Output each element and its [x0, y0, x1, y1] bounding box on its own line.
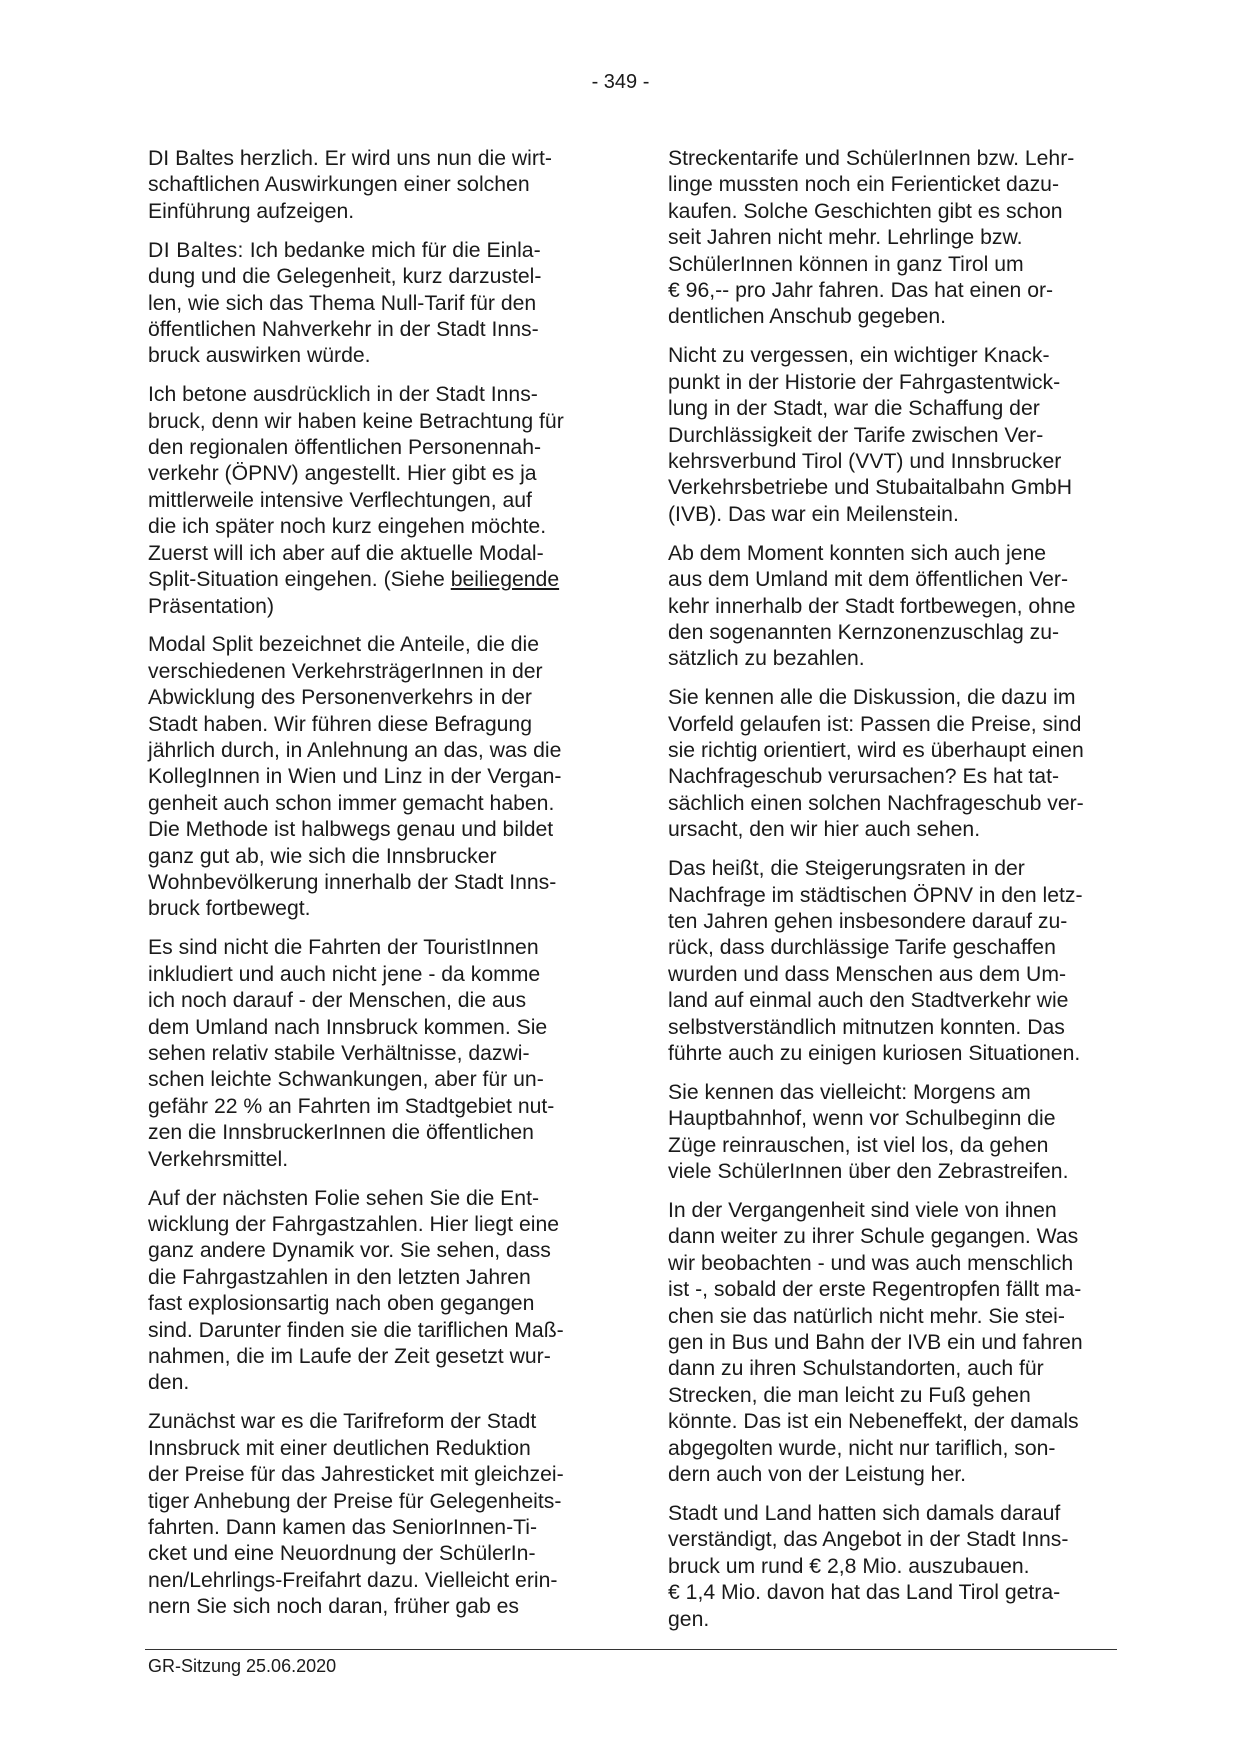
paragraph-text: Sie kennen alle die Diskussion, die dazu im Vorfeld gelaufen ist: Passen die Preise, sind sie richtig orientiert, wird es überhaupt einen Nachfrageschub verursachen? Es hat tat- sächlich einen solchen Nachfrageschub ver- ursacht, den wir hier auch sehen. [668, 686, 1084, 842]
paragraph [148, 146, 598, 225]
paragraph-text: Auf der nächsten Folie sehen Sie die Ent- wicklung der Fahrgastzahlen. Hier liegt eine ganz andere Dynamik vor. Sie sehen, dass die Fahrgastzahlen in den letzten Jahren fast explosionsartig nach oben gegangen sind. Darunter finden sie die tariflichen Maß- nahmen, die im Laufe der Zeit gesetzt wur- den. [148, 1186, 564, 1395]
paragraph [668, 1501, 1118, 1633]
speaker-name: DI Baltes: [148, 238, 244, 262]
paragraph-text: Ab dem Moment konnten sich auch jene aus dem Umland mit dem öffentlichen Ver- kehr innerhalb der Stadt fortbewegen, ohne den sogenannten Kernzonenzuschlag zu- sätzlich zu bezahlen. [668, 541, 1076, 671]
paragraph-text: Stadt und Land hatten sich damals darauf verständigt, das Angebot in der Stadt Inns- bruck um rund € 2,8 Mio. auszubauen. € 1,4 Mio. davon hat das Land Tirol getra- gen. [668, 1502, 1069, 1631]
paragraph-text: Sie kennen das vielleicht: Morgens am Hauptbahnhof, wenn vor Schulbeginn die Züge reinrauschen, ist viel los, da gehen viele SchülerInnen über den Zebrastreifen. [668, 1080, 1069, 1184]
paragraph-text: Ich bedanke mich für die Einla- dung und die Gelegenheit, kurz darzustel- len, wie sich das Thema Null-Tarif für den öffentlichen Nahverkehr in der Stadt Inns- bruck auswirken würde. [148, 238, 542, 368]
paragraph-text: Zunächst war es die Tarifreform der Stadt Innsbruck mit einer deutlichen Reduktion der Preise für das Jahresticket mit gleichzei- tiger Anhebung der Preise für Gelegenheits- fahrten. Dann kamen das SeniorInnen-Ti- cket und eine Neuordnung der SchülerIn- nen/Lehrlings-Freifahrt dazu. Vielleicht erin- nern Sie sich noch daran, früher gab es [148, 1410, 564, 1619]
right-column [668, 146, 1118, 1646]
left-column [148, 146, 598, 1633]
paragraph [148, 632, 598, 922]
paragraph [148, 1186, 598, 1397]
paragraph [668, 343, 1118, 528]
page-number: - 349 - [591, 71, 650, 93]
footer-divider [145, 1649, 1117, 1650]
paragraph [148, 382, 598, 620]
paragraph [668, 685, 1118, 843]
paragraph-text: Nicht zu vergessen, ein wichtiger Knack- punkt in der Historie der Fahrgastentwick- lung in der Stadt, war die Schaffung der Durchlässigkeit der Tarife zwischen Ver- kehrsverbund Tirol (VVT) und Innsbrucker Verkehrsbetriebe und Stubaitalbahn GmbH (IVB). Das war ein Meilenstein. [668, 344, 1072, 526]
paragraph-text: Präsentation) [148, 594, 275, 618]
paragraph [668, 541, 1118, 673]
paragraph [668, 1080, 1118, 1186]
paragraph [668, 856, 1118, 1067]
paragraph-text: DI Baltes herzlich. Er wird uns nun die wirt- schaftlichen Auswirkungen einer solchen Einführung aufzeigen. [148, 147, 552, 223]
paragraph-text: Das heißt, die Steigerungsraten in der Nachfrage im städtischen ÖPNV in den letz- ten Jahren gehen insbesondere darauf zu- rück, dass durchlässige Tarife geschaffen wurden und dass Menschen aus dem Um- land auf einmal auch den Stadtverkehr wie selbstverständlich mitnutzen konnten. Das führte auch zu einigen kuriosen Situationen. [668, 857, 1083, 1065]
paragraph [668, 146, 1118, 331]
paragraph [668, 1198, 1118, 1488]
paragraph [148, 935, 598, 1173]
paragraph-text: Modal Split bezeichnet die Anteile, die die verschiedenen VerkehrsträgerInnen in der Abwicklung des Personenverkehrs in der Stadt haben. Wir führen diese Befragung jährlich durch, in Anlehnung an das, was die KollegInnen in Wien und Linz in der Vergan- genheit auch schon immer gemacht haben. Die Methode ist halbwegs genau und bildet ganz gut ab, wie sich die Innsbrucker Wohnbevölkerung innerhalb der Stadt Inns- bruck fortbewegt. [148, 633, 562, 921]
paragraph-text: In der Vergangenheit sind viele von ihnen dann weiter zu ihrer Schule gegangen. Was wir beobachten - und was auch menschlich ist -, sobald der erste Regentropfen fällt ma- chen sie das natürlich nicht mehr. Sie stei- gen in Bus und Bahn der IVB ein und fahren dann zu ihren Schulstandorten, auch für Strecken, die man leicht zu Fuß gehen könnte. Das ist ein Nebeneffekt, der damals abgegolten wurde, nicht nur tariflich, son- dern auch von der Leistung her. [668, 1199, 1083, 1487]
footer-session-date: GR-Sitzung 25.06.2020 [148, 1656, 337, 1676]
presentation-link[interactable]: beiliegende [450, 568, 560, 592]
paragraph-text: Es sind nicht die Fahrten der TouristInnen inkludiert und auch nicht jene - da komme ich noch darauf - der Menschen, die aus dem Umland nach Innsbruck kommen. Sie sehen relativ stabile Verhältnisse, dazwi- schen leichte Schwankungen, aber für un- gefähr 22 % an Fahrten im Stadtgebiet nut- zen die InnsbruckerInnen die öffentlichen Verkehrsmittel. [148, 936, 555, 1171]
paragraph-text: Streckentarife und SchülerInnen bzw. Lehr- linge mussten noch ein Ferienticket dazu- kaufen. Solche Geschichten gibt es schon seit Jahren nicht mehr. Lehrlinge bzw. SchülerInnen können in ganz Tirol um € 96,-- pro Jahr fahren. Das hat einen or- dentlichen Anschub gegeben. [668, 147, 1075, 329]
paragraph [148, 1409, 598, 1620]
paragraph [148, 238, 598, 370]
paragraph-text: Ich betone ausdrücklich in der Stadt Inns- bruck, denn wir haben keine Betrachtung für den regionalen öffentlichen Personennah- verkehr (ÖPNV) angestellt. Hier gibt es ja mittlerweile intensive Verflechtungen, auf die ich später noch kurz eingehen möchte. Zuerst will ich aber auf die aktuelle Modal- Split-Situation eingehen. (Siehe [148, 383, 564, 592]
